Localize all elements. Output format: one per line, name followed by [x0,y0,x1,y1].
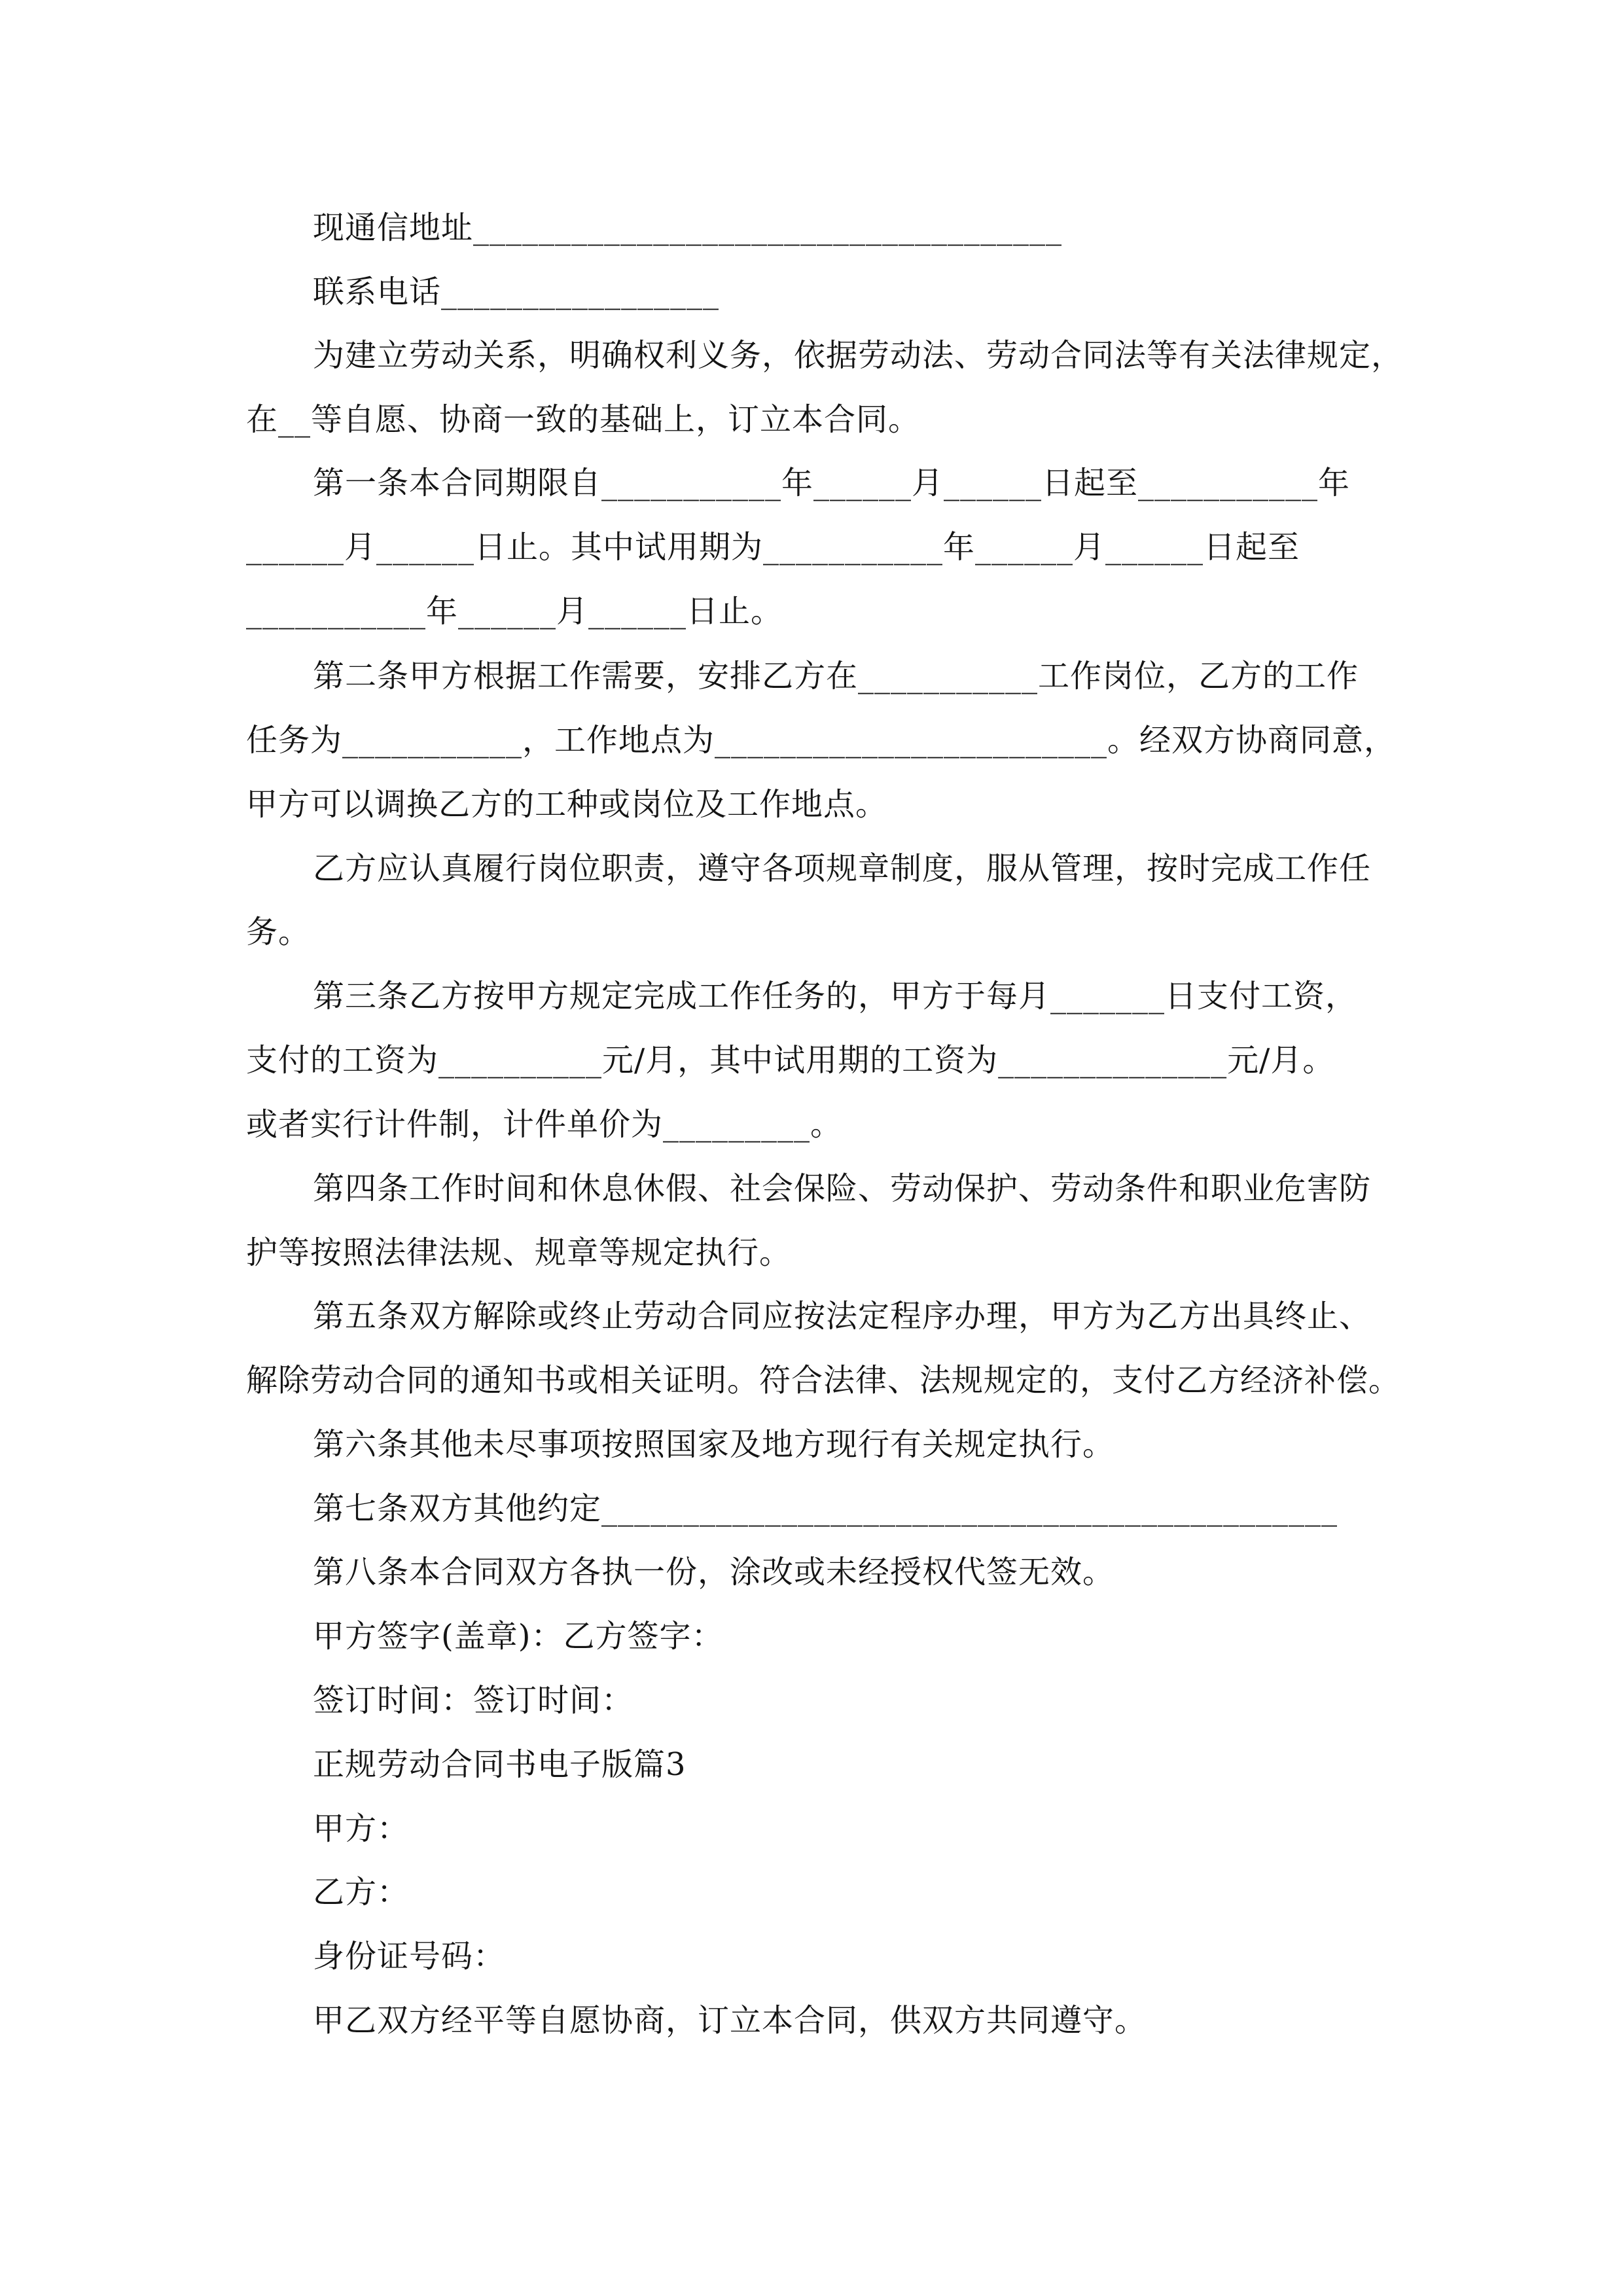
article-1-line-1: 第一条本合同期限自___________年______月______日起至___________年 [313,465,1351,501]
phone-line: 联系电话_________________ [313,274,720,310]
article-4-line-2: 护等按照法律法规、规章等规定执行。 [246,1234,792,1271]
party-b-line: 乙方： [313,1874,410,1910]
article-1-line-3: ___________年______月______日止。 [246,593,783,630]
article-7-line: 第七条双方其他约定_____________________________________________ [313,1490,1338,1527]
signature-line: 甲方签字(盖章)：乙方签字： [313,1618,724,1655]
article-1-line-2: ______月______日止。其中试用期为___________年______月______日起至 [246,529,1300,565]
preamble-line-1: 为建立劳动关系，明确权利义务，依据劳动法、劳动合同法等有关法律规定， [313,337,1404,374]
duty-line-2: 务。 [246,914,311,950]
article-5-line-1: 第五条双方解除或终止劳动合同应按法定程序办理，甲方为乙方出具终止、 [313,1298,1372,1335]
signing-date-line: 签订时间：签订时间： [313,1682,634,1719]
article-2-line-3: 甲方可以调换乙方的工种或岗位及工作地点。 [246,786,888,823]
agreement-line: 甲乙双方经平等自愿协商，订立本合同，供双方共同遵守。 [313,2002,1147,2039]
id-number-line: 身份证号码： [313,1938,506,1975]
article-8-line: 第八条本合同双方各执一份，涂改或未经授权代签无效。 [313,1554,1115,1590]
address-line: 现通信地址____________________________________ [313,209,1063,246]
duty-line-1: 乙方应认真履行岗位职责，遵守各项规章制度，服从管理，按时完成工作任 [313,850,1372,887]
party-a-line: 甲方： [313,1810,410,1847]
article-5-line-2: 解除劳动合同的通知书或相关证明。符合法律、法规规定的，支付乙方经济补偿。 [246,1362,1401,1399]
article-3-line-3: 或者实行计件制，计件单价为_________。 [246,1106,843,1143]
section-title: 正规劳动合同书电子版篇3 [313,1746,687,1783]
article-3-line-2: 支付的工资为__________元/月，其中试用期的工资为______________元/月。 [246,1042,1335,1079]
article-2-line-1: 第二条甲方根据工作需要，安排乙方在___________工作岗位，乙方的工作 [313,658,1359,694]
article-3-line-1: 第三条乙方按甲方规定完成工作任务的，甲方于每月_______日支付工资， [313,978,1358,1014]
article-2-line-2: 任务为___________，工作地点为________________________。经双方协商同意， [246,722,1397,759]
article-4-line-1: 第四条工作时间和休息休假、社会保险、劳动保护、劳动条件和职业危害防 [313,1170,1372,1207]
preamble-line-2: 在__等自愿、协商一致的基础上，订立本合同。 [246,401,921,438]
article-6-line: 第六条其他未尽事项按照国家及地方现行有关规定执行。 [313,1426,1115,1463]
